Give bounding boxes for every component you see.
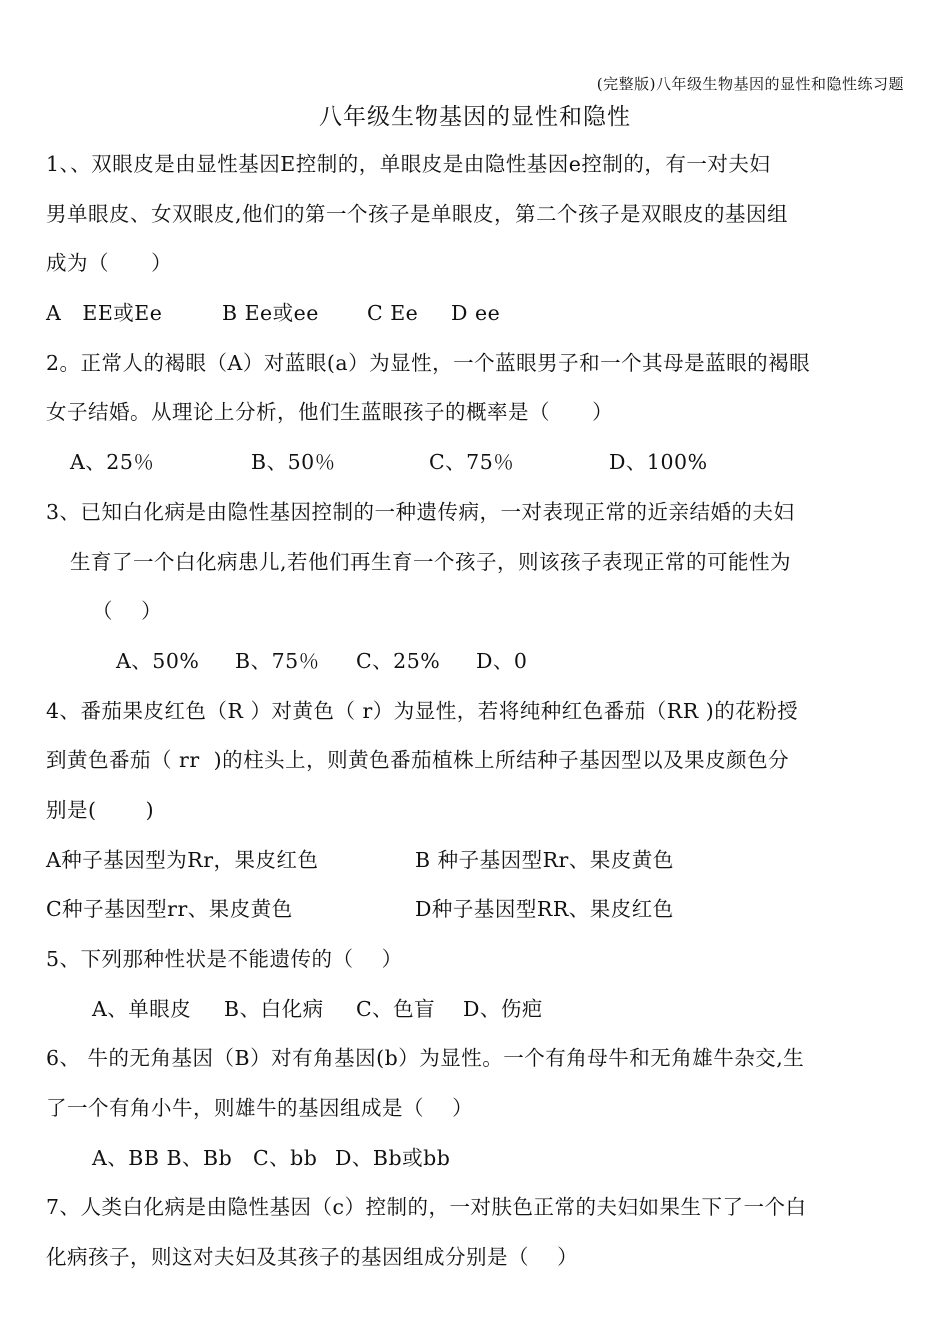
q1-line-3: 成为（ ） (46, 251, 173, 276)
q4-line-2: 到黄色番茄（ rr )的柱头上，则黄色番茄植株上所结种子基因型以及果皮颜色分 (46, 748, 790, 773)
page-header: (完整版)八年级生物基因的显性和隐性练习题 (596, 75, 904, 93)
q5-option-d: D、伤疤 (463, 996, 543, 1021)
q3-option-b: B、75％ (235, 648, 320, 673)
page-title: 八年级生物基因的显性和隐性 (319, 104, 631, 130)
q5-option-b: B、白化病 (224, 996, 324, 1021)
q1-line-2: 男单眼皮、女双眼皮,他们的第一个孩子是单眼皮，第二个孩子是双眼皮的基因组 (46, 201, 789, 226)
q5-option-c: C、色盲 (356, 996, 436, 1021)
q3-line-3: （ ） (92, 599, 163, 624)
q4-option-b: B 种子基因型Rr、果皮黄色 (415, 847, 674, 872)
q6-option-d: D、Bb或bb (335, 1145, 451, 1170)
q4-line-3: 别是( ) (46, 797, 155, 822)
q2-option-c: C、75％ (429, 450, 515, 475)
q3-line-2: 生育了一个白化病患儿,若他们再生育一个孩子，则该孩子表现正常的可能性为 (70, 549, 792, 574)
q4-options-row-2 (46, 885, 908, 935)
q5-option-a: A、单眼皮 (92, 996, 192, 1021)
q1-options (46, 289, 908, 339)
q2-line-1: 2。正常人的褐眼（A）对蓝眼(a）为显性，一个蓝眼男子和一个其母是蓝眼的褐眼 (46, 350, 811, 375)
q1-option-d: D ee (451, 301, 501, 326)
q1-option-b: B Ee或ee (222, 301, 319, 326)
q5-options (46, 985, 908, 1035)
q2-option-b: B、50％ (251, 450, 336, 475)
q2-line-2: 女子结婚。从理论上分析，他们生蓝眼孩子的概率是（ ） (46, 400, 614, 425)
q1-option-a: A EE或Ee (46, 301, 163, 326)
q4-options-row-1 (46, 836, 908, 886)
question-list (46, 140, 908, 1283)
q4-option-c: C种子基因型rr、果皮黄色 (46, 897, 293, 922)
q2-options (46, 438, 908, 488)
q1-line-1: 1、、双眼皮是由显性基因E控制的，单眼皮是由隐性基因e控制的，有一对夫妇 (46, 152, 771, 176)
q3-option-a: A、50% (116, 648, 200, 673)
q6-line-1: 6、 牛的无角基因（B）对有角基因(b）为显性。一个有角母牛和无角雄牛杂交,生 (46, 1046, 805, 1071)
q3-option-d: D、0 (476, 648, 528, 673)
q6-options (46, 1134, 908, 1184)
q7-line-2: 化病孩子，则这对夫妇及其孩子的基因组成分别是（ ） (46, 1245, 579, 1270)
q2-option-d: D、100% (609, 450, 708, 475)
q3-options (46, 637, 908, 687)
q6-line-2: 了一个有角小牛，则雄牛的基因组成是（ ） (46, 1096, 474, 1121)
q2-option-a: A、25％ (70, 450, 155, 475)
q4-option-d: D种子基因型RR、果皮红色 (415, 897, 674, 922)
q5-line-1: 5、下列那种性状是不能遗传的（ ） (46, 947, 403, 971)
q3-option-c: C、25% (356, 648, 441, 673)
q1-option-c: C Ee (367, 301, 419, 326)
q6-option-ab: A、BB B、Bb (92, 1145, 233, 1170)
q3-line-1: 3、已知白化病是由隐性基因控制的一种遗传病，一对表现正常的近亲结婚的夫妇 (46, 499, 795, 524)
q6-option-c: C、bb (253, 1145, 318, 1170)
q4-option-a: A种子基因型为Rr，果皮红色 (46, 847, 319, 872)
q4-line-1: 4、番茄果皮红色（R ）对黄色（ r）为显性，若将纯种红色番茄（RR )的花粉授 (46, 698, 799, 723)
q7-line-1: 7、人类白化病是由隐性基因（c）控制的，一对肤色正常的夫妇如果生下了一个白 (46, 1195, 807, 1220)
